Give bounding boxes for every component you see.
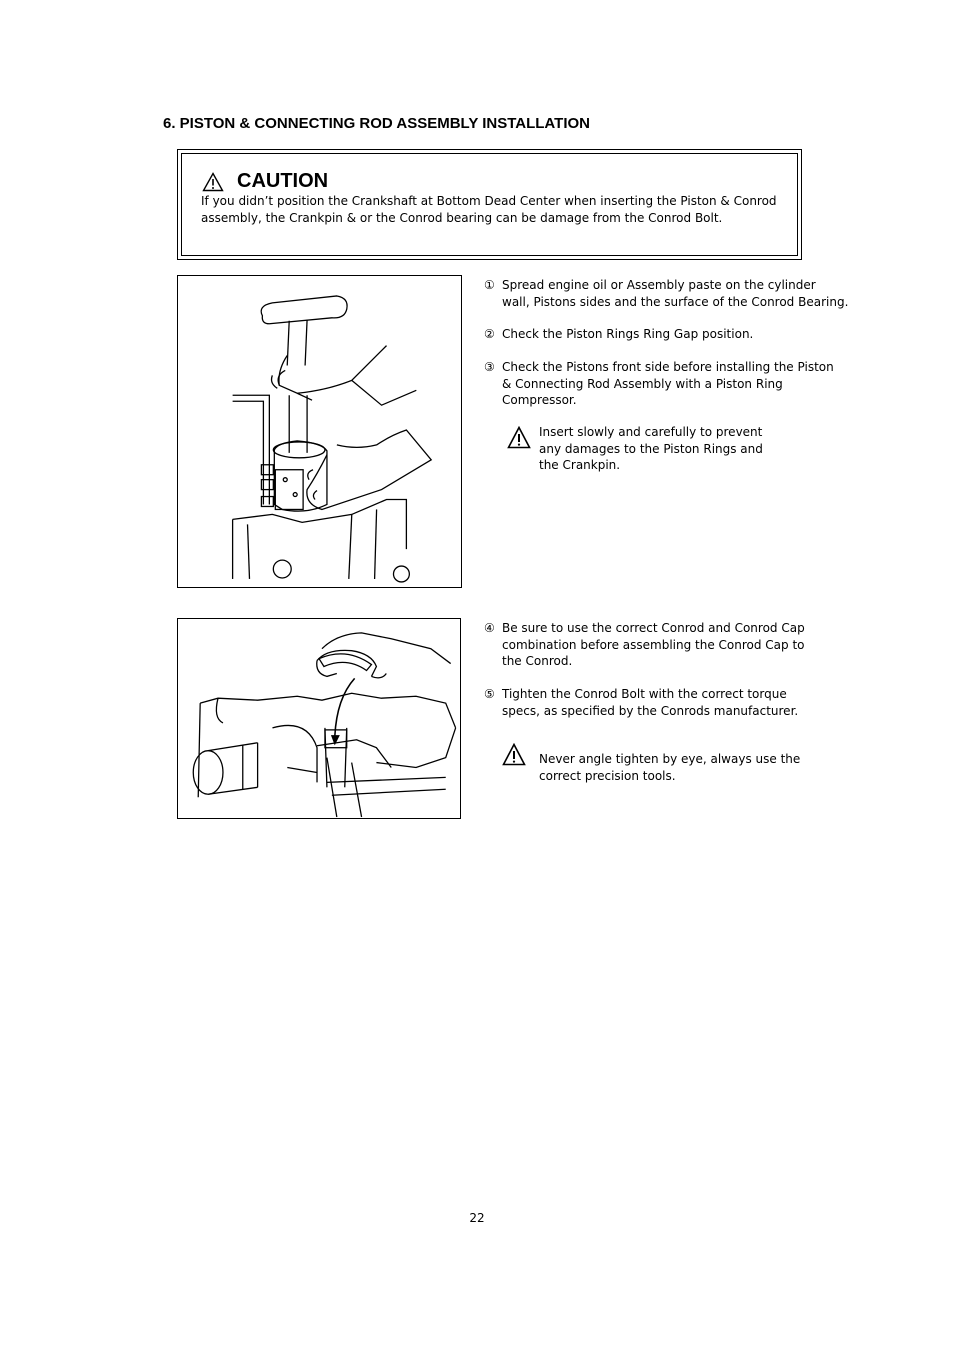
step-number: ⑤ (484, 687, 495, 701)
step-text: Check the Piston Rings Ring Gap position. (502, 327, 754, 341)
step-text: Spread engine oil or Assembly paste on the cylinder wall, Pistons sides and the surface of the Conrod Bearing. (502, 278, 849, 309)
section-heading: 6. PISTON & CONNECTING ROD ASSEMBLY INSTALLATION (163, 115, 590, 132)
warning-note: Never angle tighten by eye, always use the correct precision tools. (539, 752, 801, 783)
caution-inner-border (181, 153, 798, 256)
step-text: Be sure to use the correct Conrod and Conrod Cap combination before assembling the Conrod Cap to the Conrod. (502, 621, 805, 668)
warning-triangle-icon (507, 426, 531, 449)
step-item (484, 277, 848, 310)
step-text: Tighten the Conrod Bolt with the correct torque specs, as specified by the Conrods manufacturer. (502, 687, 799, 718)
step-item (484, 620, 805, 670)
step-text: Check the Pistons front side before installing the Piston & Connecting Rod Assembly with a Piston Ring Compressor. (502, 360, 834, 407)
step-item (484, 326, 753, 343)
piston-insertion-illustration (177, 275, 462, 588)
warning-triangle-icon (502, 743, 526, 766)
conrod-cap-illustration (177, 618, 461, 819)
warning-triangle-icon (202, 172, 224, 192)
step-number: ③ (484, 360, 495, 374)
step-number: ① (484, 278, 495, 292)
step-number: ④ (484, 621, 495, 635)
step-item (484, 686, 798, 719)
step-number: ② (484, 327, 495, 341)
caution-box (177, 149, 802, 260)
caution-title: CAUTION (237, 170, 329, 192)
caution-title-row (202, 170, 328, 193)
step-item (484, 359, 834, 409)
page-number: 22 (469, 1211, 485, 1225)
warning-note: Insert slowly and carefully to prevent any damages to the Piston Rings and the Crankpin. (539, 425, 763, 472)
caution-text: If you didn’t position the Crankshaft at Bottom Dead Center when inserting the Piston & Conrod assembly, the Crankpin & or the Conrod bearing can be damage from the Conrod Bolt. (201, 194, 777, 225)
